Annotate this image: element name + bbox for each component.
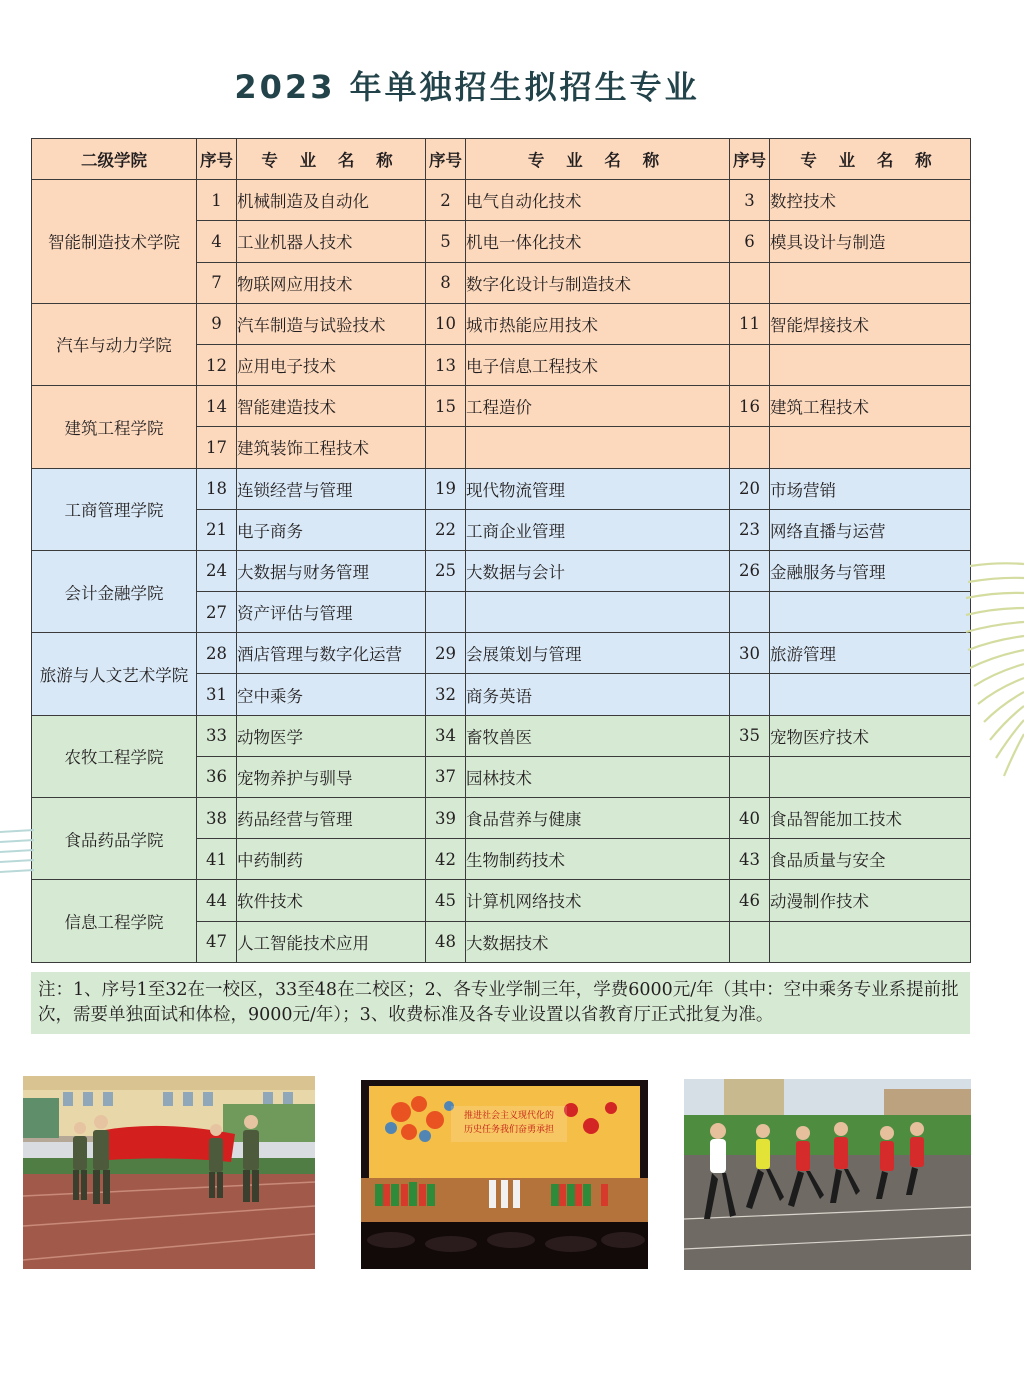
- major-name: 空中乘务: [237, 674, 426, 715]
- major-name: 物联网应用技术: [237, 262, 426, 303]
- major-name: 工商企业管理: [466, 509, 730, 550]
- major-name: [770, 921, 971, 962]
- major-seq: 10: [426, 303, 466, 344]
- major-seq: 11: [730, 303, 770, 344]
- major-name: 电子商务: [237, 509, 426, 550]
- major-seq: [426, 592, 466, 633]
- major-name: 食品质量与安全: [770, 839, 971, 880]
- table-row: [32, 550, 971, 591]
- major-seq: 37: [426, 756, 466, 797]
- major-seq: 44: [197, 880, 237, 921]
- major-seq: 42: [426, 839, 466, 880]
- major-seq: 45: [426, 880, 466, 921]
- major-seq: 21: [197, 509, 237, 550]
- major-seq: 30: [730, 633, 770, 674]
- major-name: [770, 592, 971, 633]
- major-name: 数字化设计与制造技术: [466, 262, 730, 303]
- major-seq: 3: [730, 180, 770, 221]
- major-name: 数控技术: [770, 180, 971, 221]
- major-seq: 32: [426, 674, 466, 715]
- major-name: 食品智能加工技术: [770, 798, 971, 839]
- major-name: 连锁经营与管理: [237, 468, 426, 509]
- major-name: 药品经营与管理: [237, 798, 426, 839]
- major-seq: 13: [426, 344, 466, 385]
- header-major: 专 业 名 称: [466, 139, 730, 180]
- major-seq: [730, 344, 770, 385]
- major-seq: 5: [426, 221, 466, 262]
- college-name: 会计金融学院: [32, 550, 197, 632]
- note-text: 注：1、序号1至32在一校区，33至48在二校区；2、各专业学制三年，学费6000元/年（其中：空中乘务专业系提前批次，需要单独面试和体检，9000元/年）；3、收费标准及各专业设置以省教育厅正式批复为准。: [31, 972, 970, 1034]
- major-name: 工业机器人技术: [237, 221, 426, 262]
- major-name: 宠物医疗技术: [770, 715, 971, 756]
- major-seq: 40: [730, 798, 770, 839]
- major-seq: 26: [730, 550, 770, 591]
- major-seq: [730, 427, 770, 468]
- major-seq: 48: [426, 921, 466, 962]
- page-title: 2023 年单独招生拟招生专业: [234, 68, 700, 106]
- major-name: 市场营销: [770, 468, 971, 509]
- major-seq: 8: [426, 262, 466, 303]
- table-row: [32, 386, 971, 427]
- college-name: 智能制造技术学院: [32, 180, 197, 304]
- major-name: 旅游管理: [770, 633, 971, 674]
- major-seq: 24: [197, 550, 237, 591]
- major-name: 智能建造技术: [237, 386, 426, 427]
- major-seq: 36: [197, 756, 237, 797]
- major-seq: 35: [730, 715, 770, 756]
- major-name: 网络直播与运营: [770, 509, 971, 550]
- college-name: 旅游与人文艺术学院: [32, 633, 197, 715]
- table-row: [32, 880, 971, 921]
- major-seq: [730, 674, 770, 715]
- major-seq: 7: [197, 262, 237, 303]
- major-name: 机电一体化技术: [466, 221, 730, 262]
- major-seq: 22: [426, 509, 466, 550]
- major-name: 电子信息工程技术: [466, 344, 730, 385]
- major-seq: 39: [426, 798, 466, 839]
- major-name: 生物制药技术: [466, 839, 730, 880]
- major-seq: 27: [197, 592, 237, 633]
- major-name: 会展策划与管理: [466, 633, 730, 674]
- major-name: [770, 427, 971, 468]
- major-name: 食品营养与健康: [466, 798, 730, 839]
- major-name: 大数据技术: [466, 921, 730, 962]
- table-row: [32, 798, 971, 839]
- major-name: 工程造价: [466, 386, 730, 427]
- major-name: [770, 344, 971, 385]
- table-row: [32, 468, 971, 509]
- major-name: 园林技术: [466, 756, 730, 797]
- major-name: [770, 674, 971, 715]
- major-seq: 6: [730, 221, 770, 262]
- major-name: 汽车制造与试验技术: [237, 303, 426, 344]
- major-seq: 12: [197, 344, 237, 385]
- major-name: 城市热能应用技术: [466, 303, 730, 344]
- major-seq: [730, 921, 770, 962]
- stage-banner-line-1: 推进社会主义现代化的: [463, 1111, 555, 1121]
- major-name: 宠物养护与驯导: [237, 756, 426, 797]
- major-seq: [730, 262, 770, 303]
- major-name: 建筑工程技术: [770, 386, 971, 427]
- major-name: [770, 262, 971, 303]
- major-seq: 9: [197, 303, 237, 344]
- major-seq: [730, 592, 770, 633]
- college-name: 工商管理学院: [32, 468, 197, 550]
- header-major: 专 业 名 称: [237, 139, 426, 180]
- decorative-lines-right: [960, 560, 1024, 792]
- major-name: 资产评估与管理: [237, 592, 426, 633]
- major-name: 智能焊接技术: [770, 303, 971, 344]
- major-name: 酒店管理与数字化运营: [237, 633, 426, 674]
- major-name: 大数据与财务管理: [237, 550, 426, 591]
- table-row: [32, 303, 971, 344]
- table-row: [32, 180, 971, 221]
- major-seq: 43: [730, 839, 770, 880]
- major-seq: 29: [426, 633, 466, 674]
- major-seq: 4: [197, 221, 237, 262]
- major-seq: 33: [197, 715, 237, 756]
- major-name: 计算机网络技术: [466, 880, 730, 921]
- header-seq: 序号: [426, 139, 466, 180]
- college-name: 汽车与动力学院: [32, 303, 197, 385]
- header-major: 专 业 名 称: [770, 139, 971, 180]
- major-name: 模具设计与制造: [770, 221, 971, 262]
- college-name: 信息工程学院: [32, 880, 197, 962]
- major-seq: 23: [730, 509, 770, 550]
- major-seq: 14: [197, 386, 237, 427]
- major-seq: 31: [197, 674, 237, 715]
- major-name: 电气自动化技术: [466, 180, 730, 221]
- major-seq: [426, 427, 466, 468]
- major-seq: 25: [426, 550, 466, 591]
- major-name: 人工智能技术应用: [237, 921, 426, 962]
- major-seq: [730, 756, 770, 797]
- major-name: 现代物流管理: [466, 468, 730, 509]
- college-name: 农牧工程学院: [32, 715, 197, 797]
- major-name: 中药制药: [237, 839, 426, 880]
- major-seq: 20: [730, 468, 770, 509]
- table-body: [32, 180, 971, 963]
- major-seq: 1: [197, 180, 237, 221]
- header-seq: 序号: [730, 139, 770, 180]
- majors-table: [31, 138, 971, 963]
- major-name: 动物医学: [237, 715, 426, 756]
- major-name: [770, 756, 971, 797]
- major-name: [466, 592, 730, 633]
- major-seq: 2: [426, 180, 466, 221]
- running-race-photo: [684, 1079, 971, 1270]
- major-seq: 18: [197, 468, 237, 509]
- major-name: 大数据与会计: [466, 550, 730, 591]
- decorative-lines-left: [0, 828, 36, 878]
- major-name: 畜牧兽医: [466, 715, 730, 756]
- major-seq: 41: [197, 839, 237, 880]
- major-name: 软件技术: [237, 880, 426, 921]
- flag-ceremony-photo: [23, 1076, 315, 1269]
- major-name: 建筑装饰工程技术: [237, 427, 426, 468]
- major-seq: 46: [730, 880, 770, 921]
- major-seq: 16: [730, 386, 770, 427]
- header-seq: 序号: [197, 139, 237, 180]
- major-name: 动漫制作技术: [770, 880, 971, 921]
- major-seq: 19: [426, 468, 466, 509]
- major-seq: 47: [197, 921, 237, 962]
- major-seq: 38: [197, 798, 237, 839]
- college-name: 建筑工程学院: [32, 386, 197, 468]
- major-seq: 15: [426, 386, 466, 427]
- major-seq: 34: [426, 715, 466, 756]
- table-row: [32, 633, 971, 674]
- table-row: [32, 715, 971, 756]
- major-name: [466, 427, 730, 468]
- major-name: 金融服务与管理: [770, 550, 971, 591]
- stage-performance-photo: [361, 1080, 648, 1269]
- table-header-row: [32, 139, 971, 180]
- stage-banner-line-2: 历史任务我们奋勇承担: [463, 1125, 555, 1135]
- major-name: 应用电子技术: [237, 344, 426, 385]
- major-name: 商务英语: [466, 674, 730, 715]
- college-name: 食品药品学院: [32, 798, 197, 880]
- header-college: 二级学院: [32, 139, 197, 180]
- major-seq: 17: [197, 427, 237, 468]
- major-seq: 28: [197, 633, 237, 674]
- major-name: 机械制造及自动化: [237, 180, 426, 221]
